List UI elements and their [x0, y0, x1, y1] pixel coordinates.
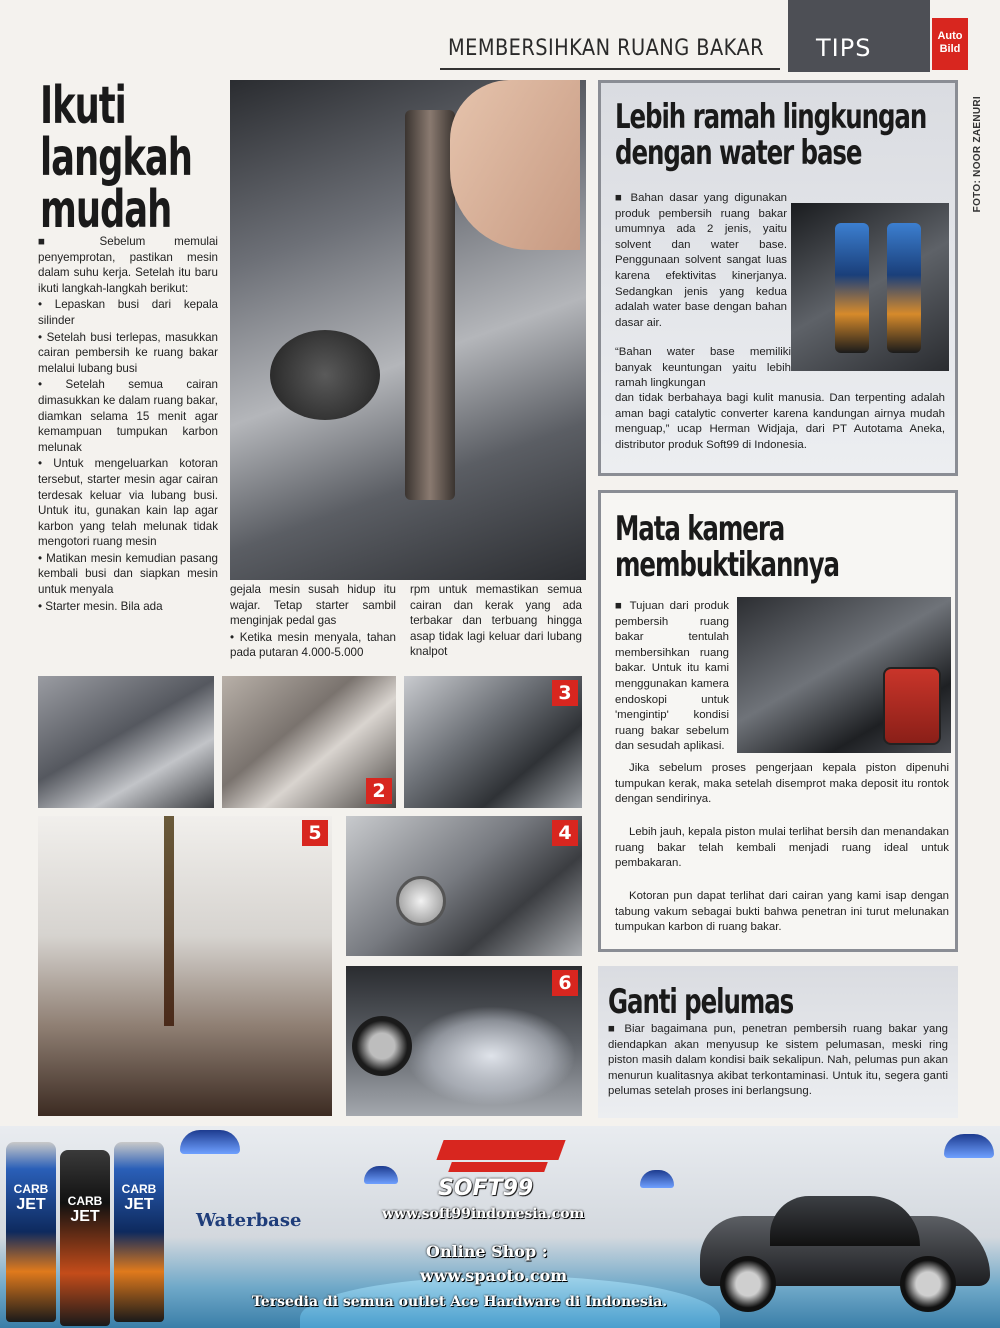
carb-jet-can-1: [6, 1142, 56, 1322]
can-label: CARB: [67, 1194, 103, 1208]
step-badge-3: 3: [552, 680, 578, 706]
paragraph: • Lepaskan busi dari kepala silinder: [38, 298, 218, 327]
paragraph: • Starter mesin. Bila ada: [38, 599, 163, 613]
paragraph: • Ketika mesin menyala, tahan pada putaran 4.000-5.000: [230, 630, 396, 660]
article-column-2: [230, 582, 396, 662]
dirty-liquid-stream: [164, 816, 174, 1026]
can-label: CARB: [13, 1182, 49, 1196]
article-column-1: [38, 234, 218, 615]
lamp-shape: [944, 1134, 994, 1158]
step-photo-3: [404, 676, 582, 808]
lamp-shape: [640, 1170, 674, 1188]
hand-shape: [450, 80, 580, 250]
title-line: membuktikannya: [615, 545, 839, 585]
step-badge-5: 5: [302, 820, 328, 846]
carb-jet-can-3: [114, 1142, 164, 1322]
section-title: MEMBERSIHKAN RUANG BAKAR: [448, 36, 765, 61]
box3-title: Ganti pelumas: [608, 982, 794, 1022]
oil-cap-shape: [270, 330, 380, 420]
car-wheel-shape: [352, 1016, 412, 1076]
step-photo-2: [222, 676, 396, 808]
soft99-logo-mark: [436, 1140, 565, 1160]
ad-tagline: Tersedia di semua outlet Ace Hardware di Indonesia.: [252, 1294, 668, 1310]
article-column-3: [410, 582, 582, 661]
paragraph: • Untuk mengeluarkan kotoran tersebut, starter mesin agar cairan terdesak keluar via lubang busi. Untuk itu, gunakan kain lap agar karbon yang telah melunak tidak mengotori ruang mesin: [38, 457, 218, 549]
box1-quote: “Bahan water base memiliki banyak keuntungan yaitu lebih ramah lingkungan: [615, 346, 791, 390]
header-rule: [440, 68, 780, 70]
step-photo-5: [38, 816, 332, 1116]
can-label: JET: [124, 1196, 154, 1213]
title-line: Mata kamera: [615, 509, 785, 549]
soft99-website: www.soft99indonesia.com: [382, 1206, 585, 1222]
step-photo-6: [346, 966, 582, 1116]
exhaust-smoke: [406, 1006, 576, 1106]
endoscope-device-shape: [883, 667, 941, 745]
waterbase-label: Waterbase: [196, 1210, 302, 1231]
box2-paragraph-2: Lebih jauh, kepala piston mulai terlihat bersih dan menandakan ruang bakar telah kembali menjadi ruang ideal untuk pembakaran.: [615, 826, 949, 870]
box2-paragraph-1: Jika sebelum proses pengerjaan kepala piston dipenuhi tumpukan kerak, maka setelah disemprot maka deposit itu rontok dengan sendirinya.: [615, 762, 949, 806]
title-line: Ikuti: [40, 76, 126, 136]
can-label: JET: [16, 1196, 46, 1213]
box-endoscope: [598, 490, 958, 952]
box-oil-change: [598, 966, 958, 1118]
soft99-logo-mark-2: [448, 1162, 548, 1172]
box3-text: ■ Biar bagaimana pun, penetran pembersih ruang bakar yang diendapkan akan menyusup ke sistem pelumasan, meski ring piston masih dalam kondisi baik sekalipun. Nah, pelumas pun akan menurun kualitasnya akibat terkontaminasi. Untuk itu, segera ganti pelumas setelah proses ini berlangsung.: [608, 1023, 948, 1098]
title-line: mudah: [40, 180, 172, 240]
tab-label: TIPS: [816, 34, 872, 62]
paragraph: rpm untuk memastikan semua cairan dan kerak yang ada terbakar dan terbuang hingga asap tidak lagi keluar dari lubang knalpot: [410, 583, 582, 659]
box1-text-full: dan tidak berbahaya bagi kulit manusia. Dan terpenting adalah aman bagi catalytic converter karena kandungan airnya mudah menguap,” ucap Herman Widjaja, dari PT Autotama Aneka, distributor produk Soft99 di Indonesia.: [615, 392, 945, 451]
online-shop-url: www.spaoto.com: [420, 1266, 568, 1285]
paragraph: gejala mesin susah hidup itu wajar. Tetap starter sambil menginjak pedal gas: [230, 583, 396, 628]
paragraph: • Setelah semua cairan dimasukkan ke dalam ruang bakar, diamkan selama 15 menit agar kemampuan tumpukan karbon melunak: [38, 378, 218, 454]
hero-photo-ignition-coil: [230, 80, 586, 580]
ignition-coil-shape: [405, 110, 455, 500]
step-badge-2: 2: [366, 778, 392, 804]
title-line: Lebih ramah lingkungan: [615, 97, 927, 137]
can-shape: [835, 223, 869, 353]
can-label: CARB: [121, 1182, 157, 1196]
paragraph: • Setelah busi terlepas, masukkan cairan pembersih ke ruang bakar melalui lubang busi: [38, 330, 218, 375]
step-badge-4: 4: [552, 820, 578, 846]
wristwatch-shape: [396, 876, 446, 926]
can-shape: [887, 223, 921, 353]
header-tab: [788, 0, 930, 72]
autobild-logo: [932, 18, 968, 70]
box2-title: [615, 511, 839, 583]
title-line: langkah: [40, 128, 192, 188]
lamp-shape: [180, 1130, 240, 1154]
article-title: [40, 76, 192, 240]
photo-credit: FOTO: NOOR ZAENURI: [972, 96, 983, 213]
logo-line-2: Bild: [939, 43, 961, 55]
box2-paragraph-3: Kotoran pun dapat terlihat dari cairan yang kami isap dengan tabung vakum sebagai bukti bahwa penetran ini turut melunakan tumpukan karbon di ruang bakar.: [615, 890, 949, 934]
box1-photo-carbjet-cans: [791, 203, 949, 371]
porsche-car-shape: [700, 1176, 990, 1306]
paragraph: • Matikan mesin kemudian pasang kembali busi dan siapkan mesin untuk menyala: [38, 551, 218, 597]
box1-title: [615, 99, 926, 171]
lamp-shape: [364, 1166, 398, 1184]
can-label: JET: [70, 1208, 100, 1225]
box2-text-narrow: ■ Tujuan dari produk pembersih ruang bakar tentulah membersihkan ruang bakar. Untuk itu kami menggunakan kamera endoskopi untuk 'mengintip' kondisi ruang bakar sebelum dan sesudah aplikasi.: [615, 600, 729, 753]
online-shop-label: Online Shop :: [426, 1242, 548, 1261]
logo-line-1: Auto: [937, 30, 963, 42]
step-badge-6: 6: [552, 970, 578, 996]
box-water-base: [598, 80, 958, 476]
title-line: dengan water base: [615, 133, 862, 173]
soft99-brand: SOFT99: [438, 1176, 534, 1201]
box2-photo-endoscope: [737, 597, 951, 753]
carb-jet-can-2: [60, 1150, 110, 1326]
step-photo-4: [346, 816, 582, 956]
soft99-ad-banner: [0, 1126, 1000, 1328]
box1-text-narrow: ■ Bahan dasar yang digunakan produk pembersih ruang bakar umumnya ada 2 jenis, yaitu solvent dan water base. Penggunaan solvent sangat luas karena efektivitas kinerjanya. Sedangkan jenis yang kedua adalah water base dengan bahan dasar air.: [615, 192, 787, 329]
paragraph: ■ Sebelum memulai penyemprotan, pastikan mesin dalam suhu kerja. Setelah itu baru ikuti langkah-langkah berikut:: [38, 235, 218, 295]
step-photo-1: [38, 676, 214, 808]
